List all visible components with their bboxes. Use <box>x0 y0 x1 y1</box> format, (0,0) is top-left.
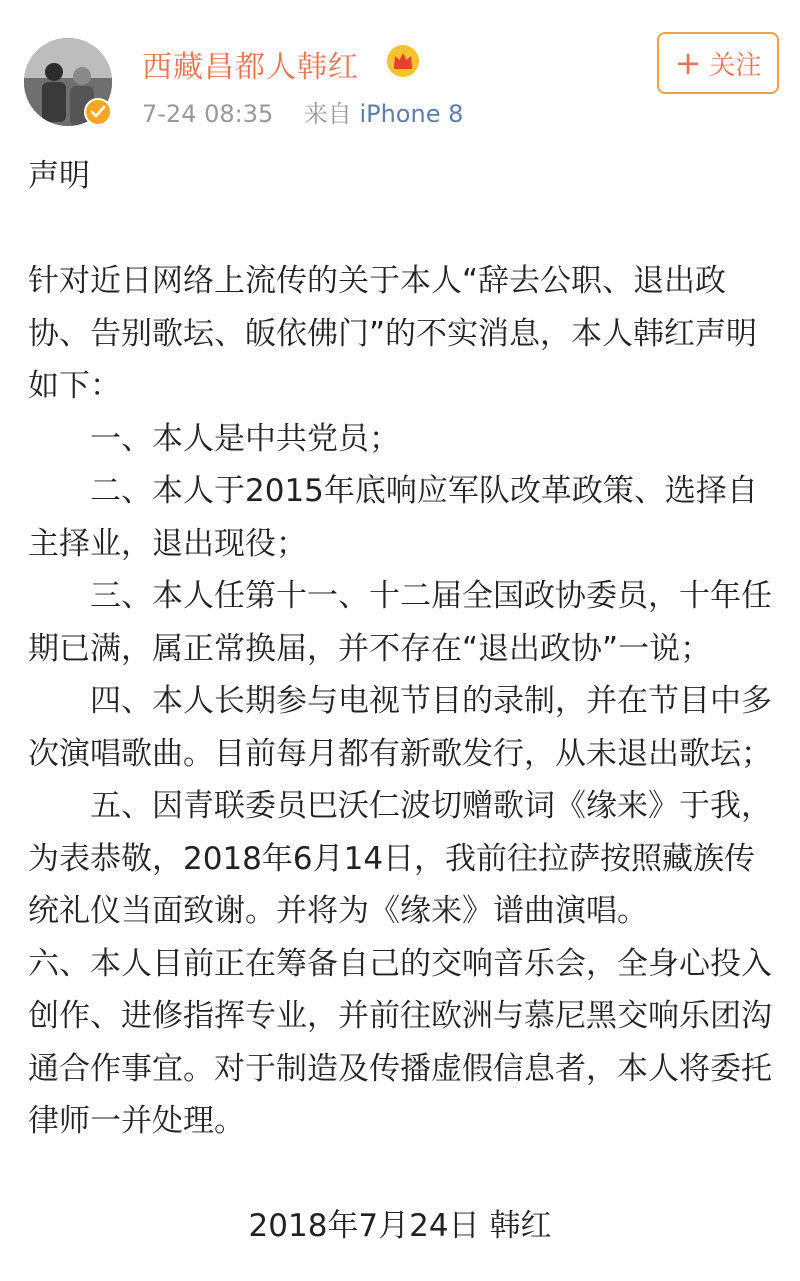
signature: 2018年7月24日 韩红 <box>248 1208 552 1244</box>
verified-badge-icon <box>84 98 112 126</box>
post-intro: 针对近日网络上流传的关于本人“辞去公职、退出政协、告别歌坛、皈依佛门”的不实消息，本人韩红声明如下： <box>28 263 758 404</box>
plus-icon: + <box>674 44 702 82</box>
statement-item-5: 五、因青联委员巴沃仁波切赠歌词《缘来》于我，为表恭敬，2018年6月14日，我前往拉萨按照藏族传统礼仪当面致谢。并将为《缘来》谱曲演唱。 <box>28 788 772 929</box>
statement-item-1: 一、本人是中共党员； <box>90 420 400 457</box>
post-body <box>28 150 780 1148</box>
post-title: 声明 <box>28 158 90 194</box>
source-device[interactable]: iPhone 8 <box>359 100 464 128</box>
username[interactable]: 西藏昌都人韩红 <box>142 50 359 85</box>
statement-item-2: 二、本人于2015年底响应军队改革政策、选择自主择业，退出现役； <box>28 473 758 562</box>
statement-item-3: 三、本人任第十一、十二届全国政协委员，十年任期已满，属正常换届，并不存在“退出政协”一说； <box>28 578 772 667</box>
post-header <box>0 0 800 140</box>
post-timestamp: 7-24 08:35 <box>142 100 274 128</box>
source-prefix: 来自 <box>303 100 352 128</box>
statement-item-4: 四、本人长期参与电视节目的录制，并在节目中多次演唱歌曲。目前每月都有新歌发行，从未退出歌坛； <box>28 683 772 772</box>
statement-item-6: 六、本人目前正在筹备自己的交响音乐会，全身心投入创作、进修指挥专业，并前往欧洲与慕尼黑交响乐团沟通合作事宜。对于制造及传播虚假信息者，本人将委托律师一并处理。 <box>28 945 772 1139</box>
follow-button[interactable] <box>657 32 779 94</box>
follow-label: 关注 <box>709 50 762 81</box>
crown-icon <box>386 44 420 78</box>
post-meta <box>142 94 463 129</box>
